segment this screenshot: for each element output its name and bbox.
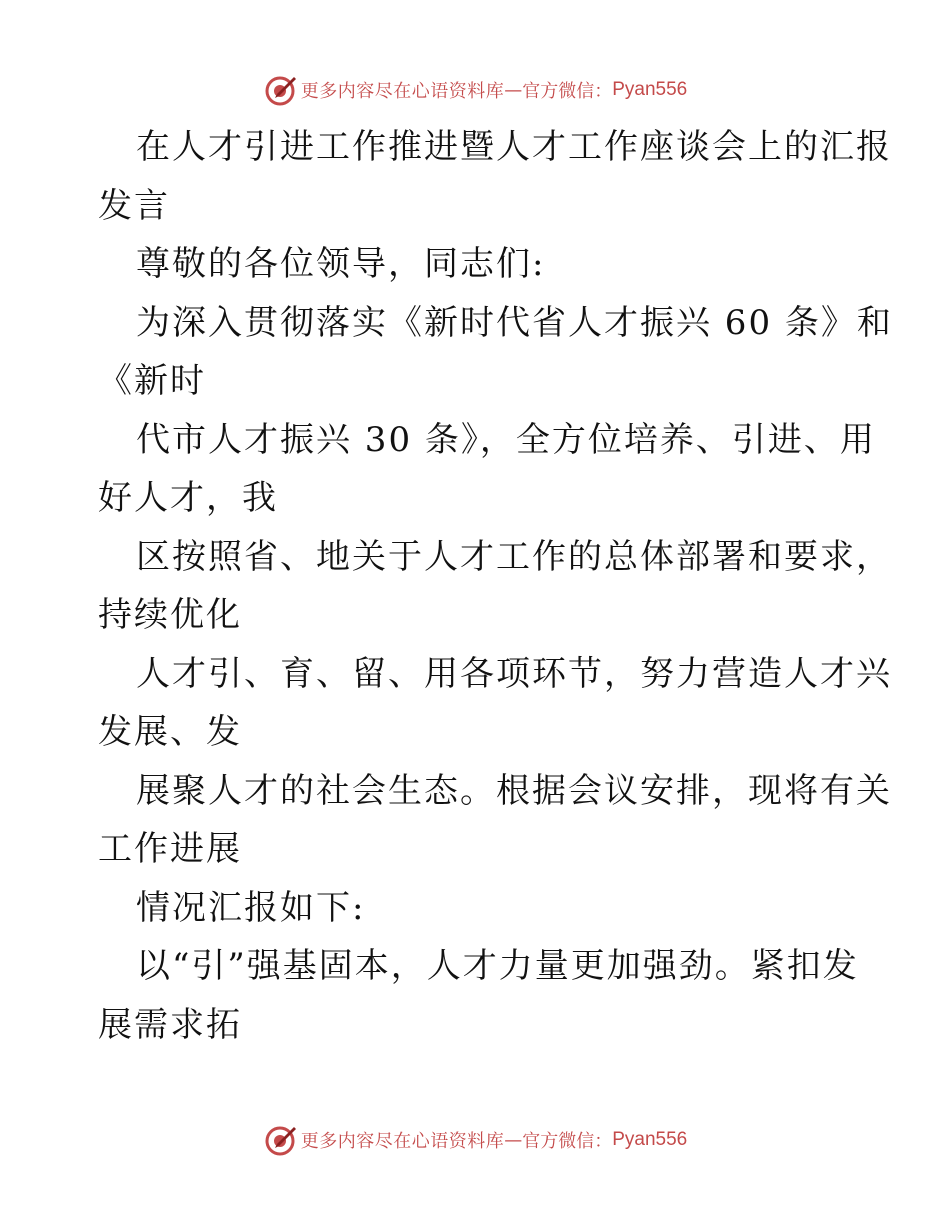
header-watermark xyxy=(0,70,950,110)
text-line: 好人才，我 xyxy=(98,478,278,518)
watermark-wechat-label: 官方微信： xyxy=(522,1131,613,1152)
text-line: 持续优化 xyxy=(98,595,242,635)
pen-logo-icon xyxy=(263,72,299,108)
text-line: 区按照省、地关于人才工作的总体部署和要求， xyxy=(136,536,892,577)
text-line: 尊敬的各位领导，同志们: xyxy=(136,244,546,284)
text-line: 发言 xyxy=(98,185,170,226)
text-line: 展需求拓 xyxy=(98,1004,242,1045)
text-line: 发展、发 xyxy=(98,712,242,752)
text-line: 工作进展 xyxy=(98,829,242,869)
watermark-dash: — xyxy=(504,1129,523,1151)
watermark-wechat-id: Pyan556 xyxy=(612,79,688,100)
text-line: 以“引”强基固本，人才力量更加强劲。紧扣发 xyxy=(136,946,859,986)
pen-logo-icon xyxy=(263,1122,299,1158)
watermark-site-text: 更多内容尽在心语资料库 xyxy=(300,81,505,102)
text-line: 为深入贯彻落实《新时代省人才振兴 60 条》和 xyxy=(136,302,893,343)
watermark-site-text: 更多内容尽在心语资料库 xyxy=(300,1131,505,1152)
text-line: 在人才引进工作推进暨人才工作座谈会上的汇报 xyxy=(136,127,892,167)
watermark-dash: — xyxy=(504,79,523,101)
footer-watermark xyxy=(0,1120,950,1160)
text-line: 人才引、育、留、用各项环节，努力营造人才兴 xyxy=(136,653,892,694)
document-body xyxy=(98,118,893,1054)
text-line: 情况汇报如下: xyxy=(136,887,366,928)
text-line: 展聚人才的社会生态。根据会议安排，现将有关 xyxy=(136,770,892,811)
text-line: 代市人才振兴 30 条》，全方位培养、引进、用 xyxy=(136,419,876,460)
watermark-wechat-label: 官方微信： xyxy=(522,81,613,102)
watermark-wechat-id: Pyan556 xyxy=(612,1129,688,1150)
text-line: 《新时 xyxy=(98,361,206,401)
